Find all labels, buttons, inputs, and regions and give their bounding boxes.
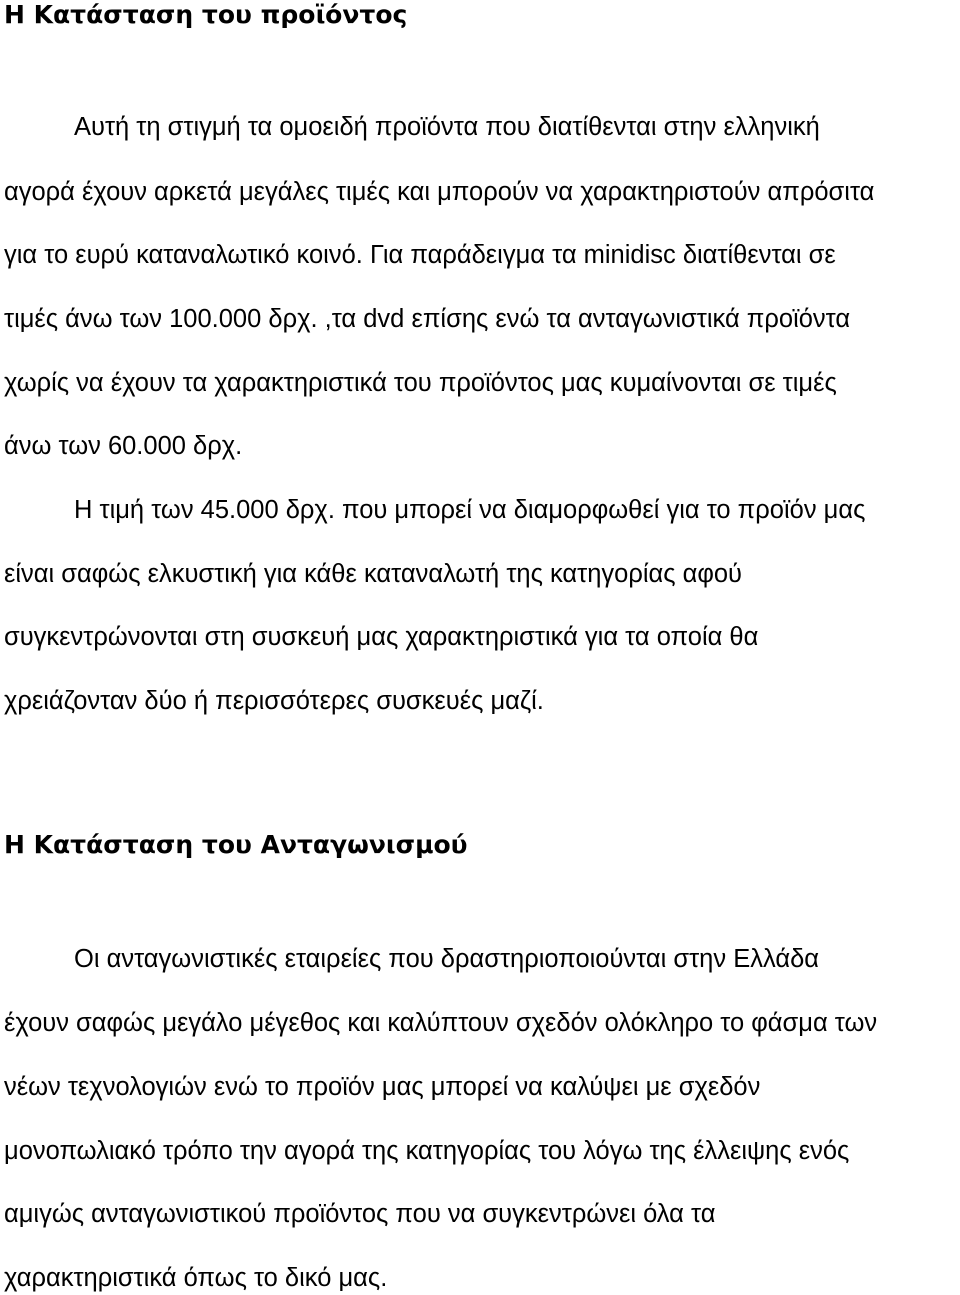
paragraph-line: τιμές άνω των 100.000 δρχ. ,τα dvd επίσης ενώ τα ανταγωνιστικά προϊόντα (4, 305, 851, 333)
paragraph-line: Η τιμή των 45.000 δρχ. που μπορεί να διαμορφωθεί για το προϊόν μας (74, 496, 866, 524)
paragraph-line: για το ευρύ καταναλωτικό κοινό. Για παράδειγμα τα minidisc διατίθενται σε (4, 241, 836, 269)
section-heading-competition-status: Η Κατάσταση του Ανταγωνισμού (4, 830, 468, 859)
paragraph-line: Οι ανταγωνιστικές εταιρείες που δραστηριοποιούνται στην Ελλάδα (74, 945, 820, 973)
paragraph-line: χωρίς να έχουν τα χαρακτηριστικά του προϊόντος μας κυμαίνονται σε τιμές (4, 369, 837, 397)
paragraph-line: είναι σαφώς ελκυστική για κάθε καταναλωτή της κατηγορίας αφού (4, 560, 743, 588)
paragraph-line: άνω των 60.000 δρχ. (4, 432, 243, 460)
paragraph-line: χαρακτηριστικά όπως το δικό μας. (4, 1264, 388, 1292)
paragraph-line: αμιγώς ανταγωνιστικού προϊόντος που να συγκεντρώνει όλα τα (4, 1200, 716, 1228)
paragraph-line: αγορά έχουν αρκετά μεγάλες τιμές και μπορούν να χαρακτηριστούν απρόσιτα (4, 178, 875, 206)
paragraph-line: νέων τεχνολογιών ενώ το προϊόν μας μπορεί να καλύψει με σχεδόν (4, 1073, 761, 1101)
paragraph-line: μονοπωλιακό τρόπο την αγορά της κατηγορίας του λόγω της έλλειψης ενός (4, 1137, 850, 1165)
paragraph-line: συγκεντρώνονται στη συσκευή μας χαρακτηριστικά για τα οποία θα (4, 623, 759, 651)
paragraph-line: έχουν σαφώς μεγάλο μέγεθος και καλύπτουν σχεδόν ολόκληρο το φάσμα των (4, 1009, 878, 1037)
paragraph-line: Αυτή τη στιγμή τα ομοειδή προϊόντα που διατίθενται στην ελληνική (74, 113, 820, 141)
section-heading-product-status: Η Κατάσταση του προϊόντος (4, 0, 408, 29)
paragraph-line: χρειάζονταν δύο ή περισσότερες συσκευές μαζί. (4, 687, 544, 715)
